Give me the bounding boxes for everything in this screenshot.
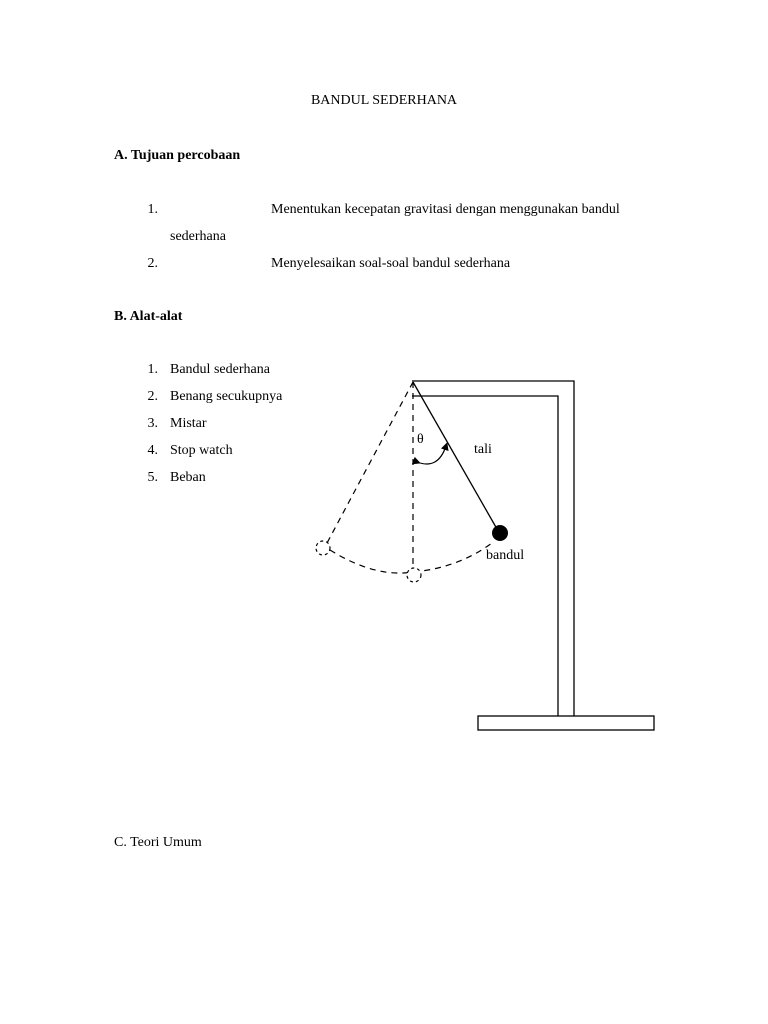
section-a-item-1-text: Menentukan kecepatan gravitasi dengan menggunakan bandul <box>271 202 620 217</box>
section-b-item-4-number: 4. <box>147 443 158 458</box>
document-title: BANDUL SEDERHANA <box>310 93 458 108</box>
section-b-item-1-text: Bandul sederhana <box>170 362 270 377</box>
bob-position-bottom <box>407 568 421 582</box>
stand-base <box>478 716 654 730</box>
bob-label: bandul <box>486 548 525 563</box>
string-label: tali <box>474 442 492 457</box>
section-b-item-5-number: 5. <box>147 470 158 485</box>
section-a-item-2-text: Menyelesaikan soal-soal bandul sederhana <box>271 256 511 271</box>
bob-position-left <box>316 541 330 555</box>
section-a-item-2-number: 2. <box>147 256 158 271</box>
section-b-item-3-text: Mistar <box>170 416 207 431</box>
section-b-item-4-text: Stop watch <box>170 443 233 458</box>
section-b-item-1-number: 1. <box>147 362 158 377</box>
section-a-heading: A. Tujuan percobaan <box>114 148 241 163</box>
angle-arc <box>417 446 446 464</box>
section-b-item-5-text: Beban <box>170 470 206 485</box>
section-b-item-3-number: 3. <box>147 416 158 431</box>
section-a-item-1-continuation: sederhana <box>170 229 226 244</box>
section-a-item-1-number: 1. <box>147 202 158 217</box>
swing-arc <box>330 543 492 573</box>
pendulum-bob <box>492 525 508 541</box>
section-b-heading: B. Alat-alat <box>114 309 183 324</box>
section-c-heading: C. Teori Umum <box>114 835 202 850</box>
left-swing-line <box>327 382 413 543</box>
angle-label: θ <box>417 432 424 447</box>
section-b-item-2-number: 2. <box>147 389 158 404</box>
section-b-item-2-text: Benang secukupnya <box>170 389 283 404</box>
